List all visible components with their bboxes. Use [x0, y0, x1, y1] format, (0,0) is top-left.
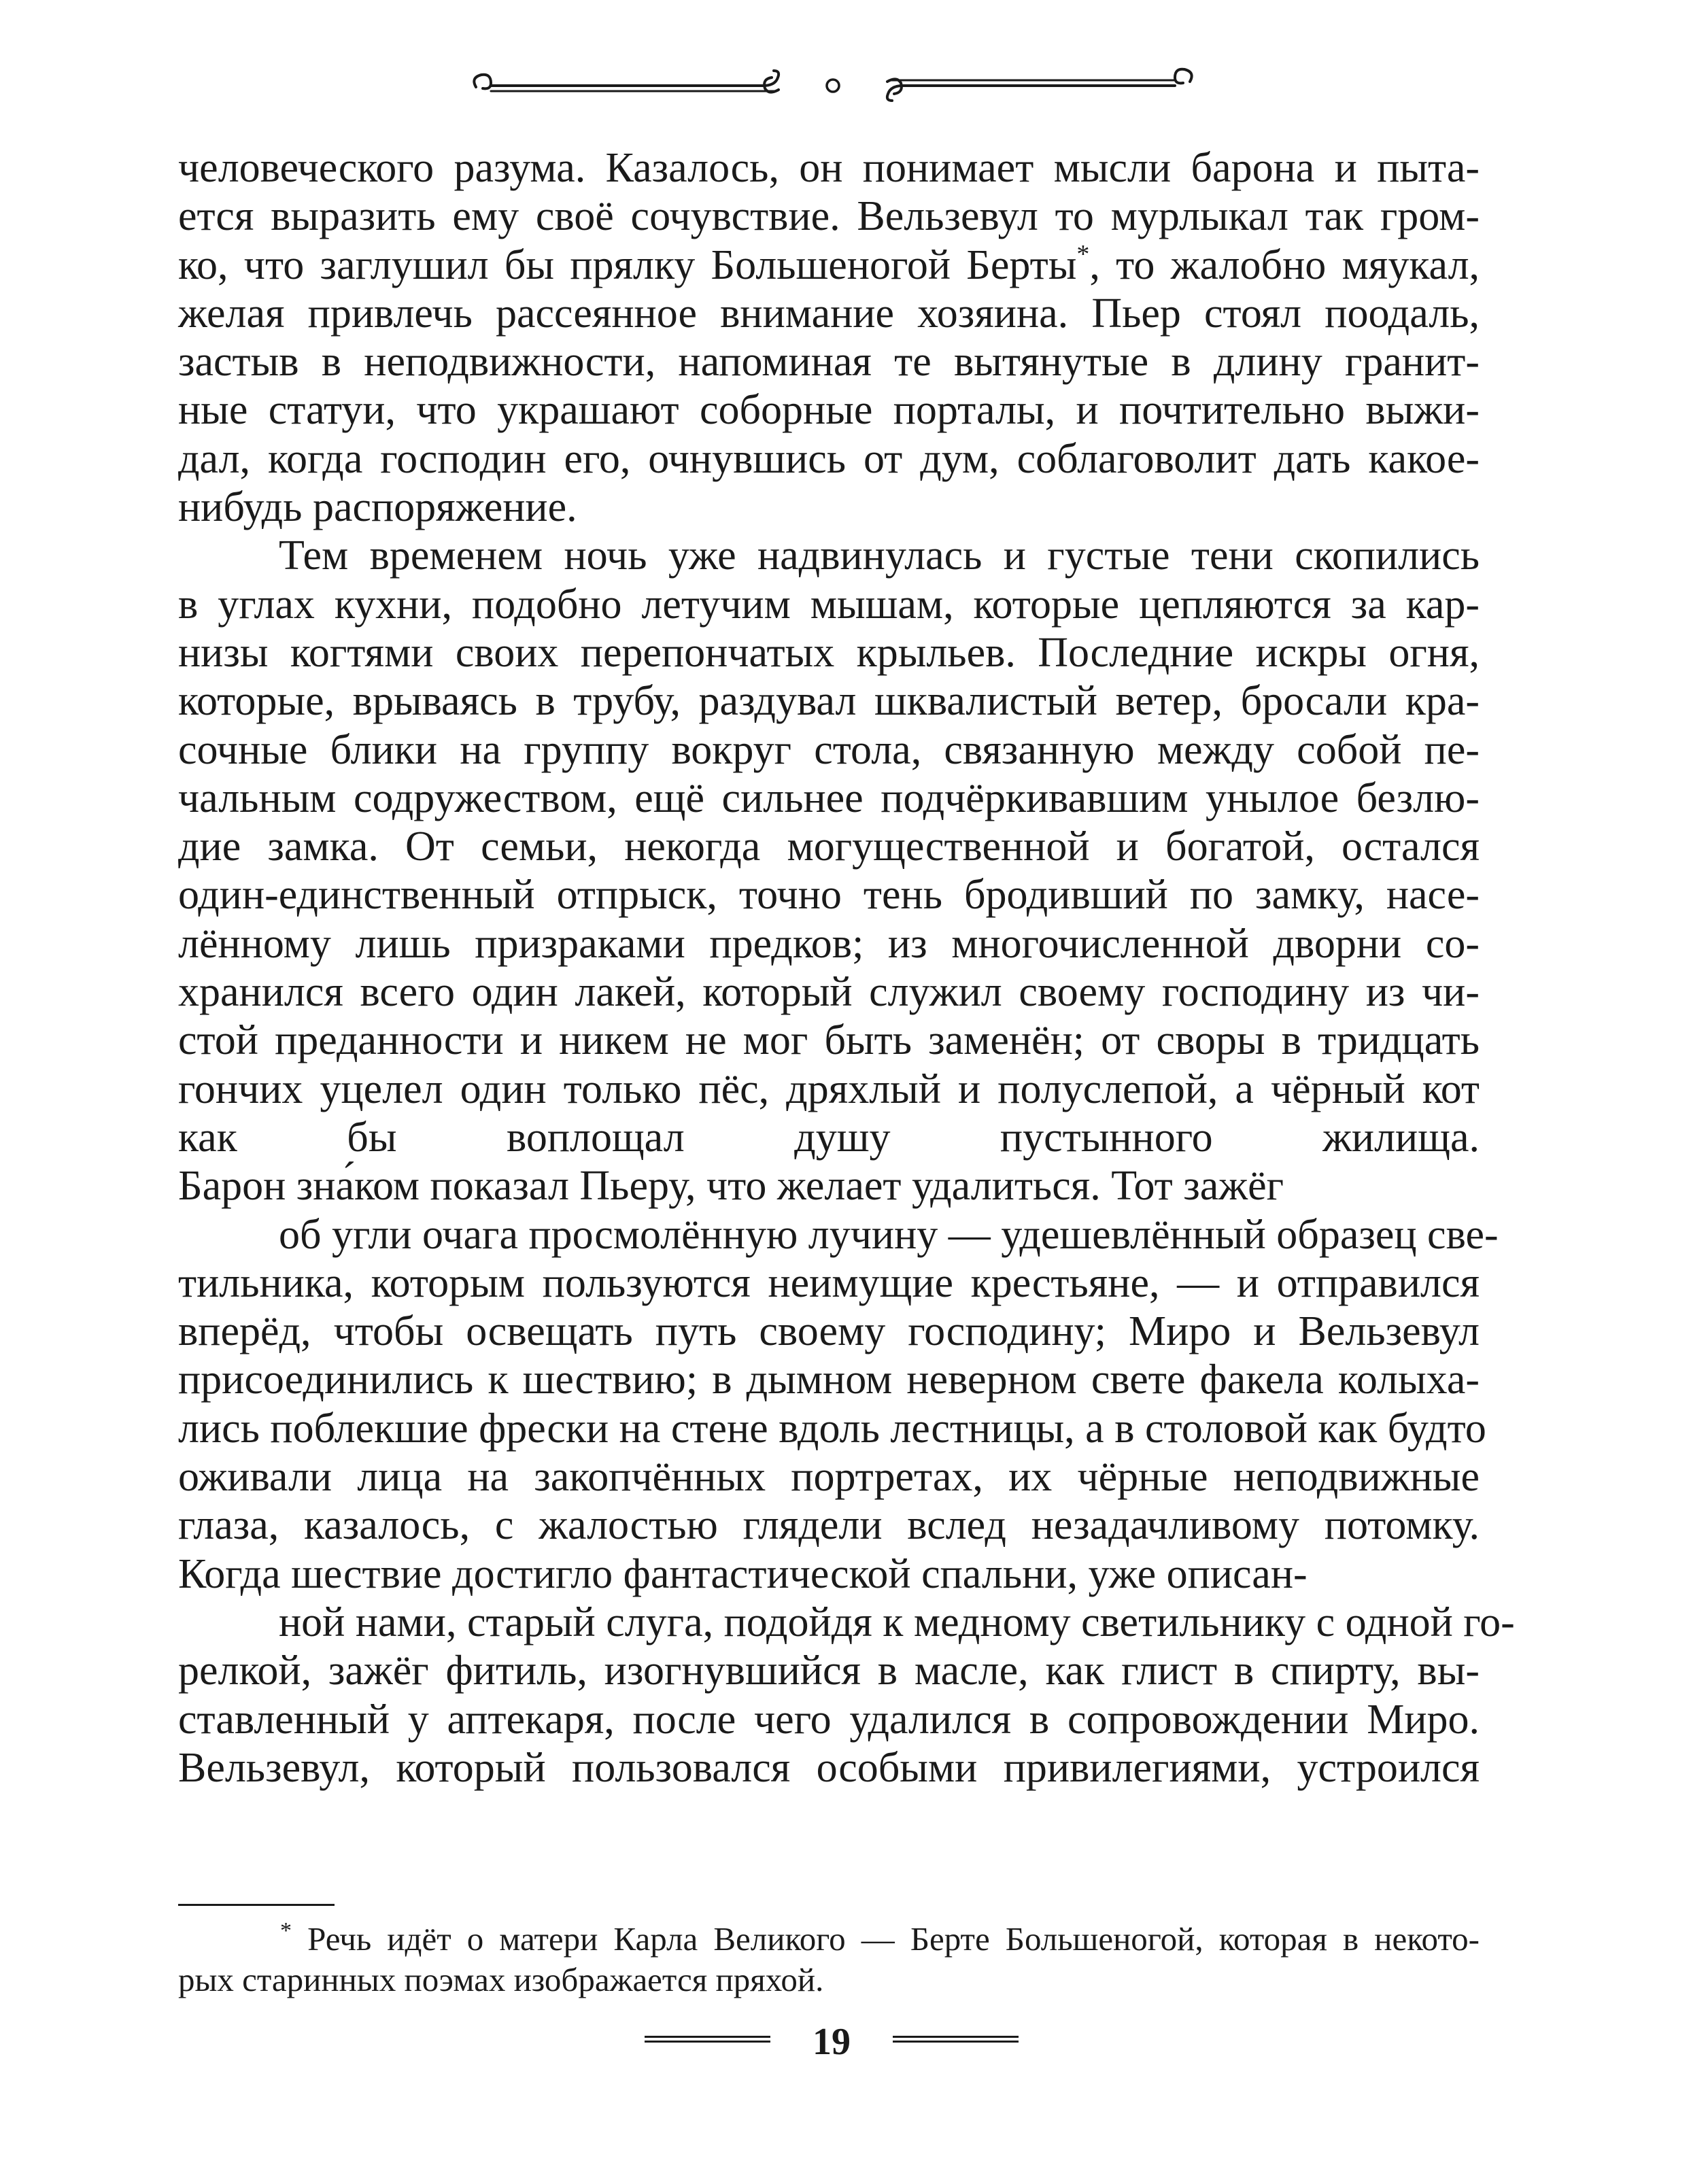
text-line: дие замка. От семьи, некогда могущественной и богатой, остался	[178, 823, 1480, 870]
paragraph-first-line: ной нами, старый слуга, подойдя к медному светильнику с одной го-	[279, 1599, 1515, 1645]
text-line: хранился всего один лакей, который служил своему господину из чи-	[178, 969, 1480, 1016]
text-line	[178, 1792, 1480, 1841]
text-line: нибудь распоряжение.	[178, 484, 577, 531]
text-line: человеческого разума. Казалось, он понимает мысли барона и пыта-	[178, 145, 1480, 191]
main-text	[178, 144, 1515, 1841]
footnote-reference[interactable]: *	[1076, 239, 1090, 269]
text-line: глаза, казалось, с жалостью глядели вслед незадачливому потомку.	[178, 1502, 1480, 1549]
text-line: Когда шествие достигло фантастической спальни, уже описан-	[178, 1550, 1308, 1597]
text-line: застыв в неподвижности, напоминая те вытянутые в длину гранит-	[178, 339, 1480, 386]
text-line: ные статуи, что украшают соборные порталы, и почтительно выжи-	[178, 387, 1480, 434]
footnote-text: Речь идёт о матери Карла Великого — Берте Большеногой, которая в некото-	[292, 1920, 1480, 1958]
text-line: сочные блики на группу вокруг стола, связанную между собой пе-	[178, 726, 1480, 773]
folio-rule-right	[893, 2036, 1019, 2045]
text-fragment: ко, что заглушил бы прялку Большеногой Берты	[178, 241, 1077, 288]
text-line: ставленный у аптекаря, после чего удалился в сопровождении Миро.	[178, 1696, 1480, 1743]
text-line: присоединились к шествию; в дымном неверном свете факела колыха-	[178, 1357, 1480, 1403]
footnote-line: рых старинных поэмах изображается пряхой.	[178, 1961, 824, 1998]
text-line: низы когтями своих перепончатых крыльев. Последние искры огня,	[178, 629, 1480, 676]
text-line: Барон зна́ком показал Пьеру, что желает удалиться. Тот зажёг	[178, 1163, 1284, 1210]
text-line: желая привлечь рассеянное внимание хозяина. Пьер стоял поодаль,	[178, 290, 1480, 337]
text-line: стой преданности и никем не мог быть заменён; от своры в тридцать	[178, 1017, 1480, 1064]
text-line: гончих уцелел один только пёс, дряхлый и полуслепой, а чёрный кот	[178, 1065, 1480, 1112]
text-line: релкой, зажёг фитиль, изогнувшийся в масле, как глист в спирту, вы-	[178, 1648, 1480, 1694]
text-line: один-единственный отпрыск, точно тень бродивший по замку, насе-	[178, 872, 1480, 919]
text-line: в углах кухни, подобно летучим мышам, которые цепляются за кар-	[178, 581, 1480, 628]
text-line: чальным содружеством, ещё сильнее подчёркивавшим унылое безлю-	[178, 774, 1480, 821]
paragraph-first-line: Тем временем ночь уже надвинулась и густые тени скопились	[279, 532, 1480, 579]
footnote-separator	[178, 1904, 335, 1906]
page-footer	[0, 2018, 1691, 2072]
text-line: вперёд, чтобы освещать путь своему господину; Миро и Вельзевул	[178, 1308, 1480, 1355]
footnote	[178, 1919, 1480, 2000]
text-line: как бы воплощал душу пустынного жилища.	[178, 1114, 1480, 1161]
text-line: Вельзевул, который пользовался особыми привилегиями, устроился	[178, 1744, 1480, 1791]
text-line: лись поблекшие фрески на стене вдоль лестницы, а в столовой как будто	[178, 1405, 1486, 1452]
text-fragment: , то жалобно мяукал,	[1089, 241, 1480, 288]
text-line: дал, когда господин его, очнувшись от дум, соблаговолит дать какое-	[178, 435, 1480, 482]
footnote-marker: *	[280, 1918, 292, 1943]
footnote-line	[178, 1919, 1480, 1960]
text-line-with-footnote-ref	[178, 241, 1480, 290]
scroll-divider-ornament-icon	[469, 60, 1197, 107]
text-line: которые, врываясь в трубу, раздувал шквалистый ветер, бросали кра-	[178, 678, 1480, 725]
text-line: ется выразить ему своё сочувствие. Вельзевул то мурлыкал так гром-	[178, 193, 1480, 240]
text-line: тильника, которым пользуются неимущие крестьяне, — и отправился	[178, 1259, 1480, 1306]
page-number: 19	[813, 2021, 851, 2063]
text-line: лённому лишь призраками предков; из многочисленной дворни со-	[178, 920, 1480, 967]
paragraph-first-line: об угли очага просмолённую лучину — удешевлённый образец све-	[279, 1211, 1499, 1258]
text-line: оживали лица на закопчённых портретах, их чёрные неподвижные	[178, 1454, 1480, 1501]
folio-rule-left	[645, 2036, 770, 2045]
